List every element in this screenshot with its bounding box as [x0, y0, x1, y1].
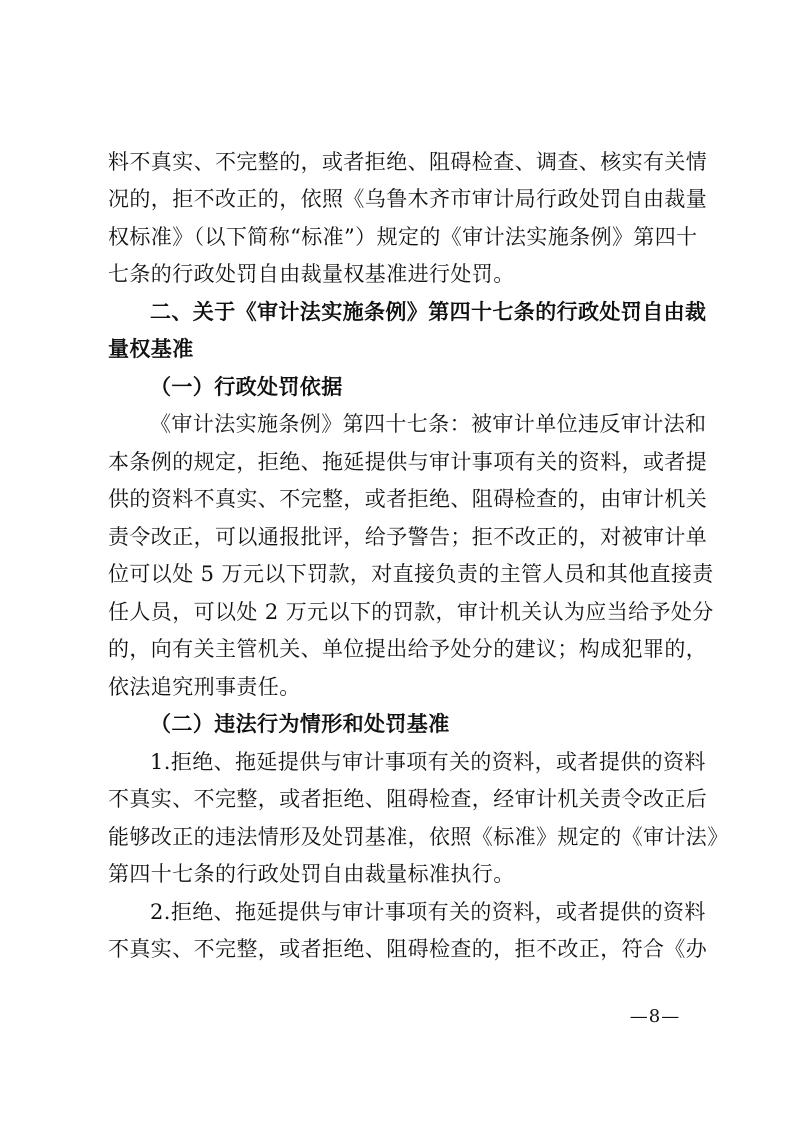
text-line: 的，向有关主管机关、单位提出给予处分的建议；构成犯罪的，: [108, 637, 708, 661]
text-line: 不真实、不完整，或者拒绝、阻碍检查，经审计机关责令改正后: [108, 787, 708, 811]
text-line: 第四十七条的行政处罚自由裁量标准执行。: [108, 862, 515, 886]
text-line: 供的资料不真实、不完整，或者拒绝、阻碍检查的，由审计机关: [108, 487, 708, 511]
text-line: 位可以处 5 万元以下罚款，对直接负责的主管人员和其他直接责: [108, 562, 714, 586]
text-line: 料不真实、不完整的，或者拒绝、阻碍检查、调查、核实有关情: [108, 150, 708, 174]
text-line: 《审计法实施条例》第四十七条：被审计单位违反审计法和: [150, 412, 707, 436]
section-heading-continued: 量权基准: [108, 337, 194, 361]
text-line: 责令改正，可以通报批评，给予警告；拒不改正的，对被审计单: [108, 525, 708, 549]
text-line: 况的，拒不改正的，依照《乌鲁木齐市审计局行政处罚自由裁量: [108, 187, 708, 211]
text-line: 1.拒绝、拖延提供与审计事项有关的资料，或者提供的资料: [150, 750, 706, 774]
text-line: 能够改正的违法情形及处罚基准，依照《标准》规定的《审计法》: [108, 825, 729, 849]
text-line: 七条的行政处罚自由裁量权基准进行处罚。: [108, 262, 515, 286]
subsection-title: （一）行政处罚依据: [150, 374, 343, 399]
text-line: 权标准》（以下简称“标准”）规定的《审计法实施条例》第四十: [108, 225, 698, 249]
page-number: —8—: [629, 1006, 681, 1027]
text-line: 依法追究刑事责任。: [108, 675, 301, 699]
text-line: 不真实、不完整，或者拒绝、阻碍检查的，拒不改正，符合《办: [108, 937, 708, 961]
text-line: 2.拒绝、拖延提供与审计事项有关的资料，或者提供的资料: [150, 900, 706, 924]
section-heading: 二、关于《审计法实施条例》第四十七条的行政处罚自由裁: [150, 300, 707, 324]
text-line: 任人员，可以处 2 万元以下的罚款，审计机关认为应当给予处分: [108, 600, 714, 624]
text-line: 本条例的规定，拒绝、拖延提供与审计事项有关的资料，或者提: [108, 450, 708, 474]
subsection-title: （二）违法行为情形和处罚基准: [150, 711, 450, 736]
